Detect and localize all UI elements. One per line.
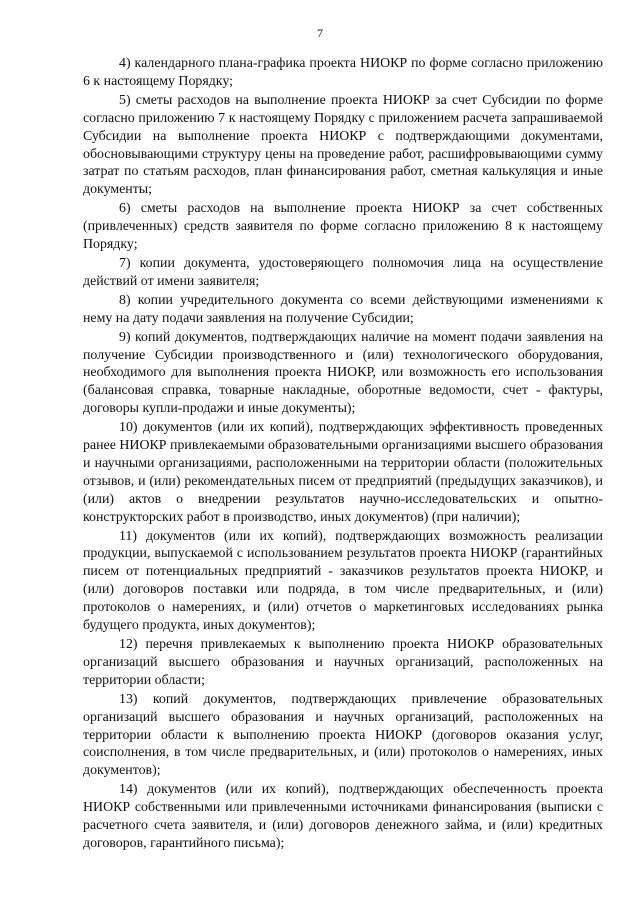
document-body bbox=[83, 55, 603, 853]
list-item-5: 5) сметы расходов на выполнение проекта НИОКР за счет Субсидии по форме согласно приложению 7 к настоящему Порядку с приложением расчета запрашиваемой Субсидии на выполнение проекта НИОКР с подтверждающими документами, обосновывающими структуру цены на проведение работ, расшифровывающими сумму затрат по статьям расходов, план финансирования работ, сметная калькуляция и иные документы; bbox=[83, 92, 603, 198]
list-item-11: 11) документов (или их копий), подтверждающих возможность реализации продукции, выпускаемой с использованием результатов проекта НИОКР (гарантийных писем от потенциальных предприятий - заказчиков результатов проекта НИОКР, и (или) договоров поставки или подряда, в том числе предварительных, и (или) протоколов о намерениях, и (или) отчетов о маркетинговых исследованиях рынка будущего продукта, иных документов); bbox=[83, 528, 603, 634]
list-item-14: 14) документов (или их копий), подтверждающих обеспеченность проекта НИОКР собственными или привлеченными источниками финансирования (выписки с расчетного счета заявителя, и (или) договоров денежного займа, и (или) кредитных договоров, гарантийного письма); bbox=[83, 782, 603, 851]
list-item-6: 6) сметы расходов на выполнение проекта НИОКР за счет собственных (привлеченных) средств заявителя по форме согласно приложению 8 к настоящему Порядку; bbox=[83, 201, 603, 253]
list-item-13: 13) копий документов, подтверждающих привлечение образовательных организаций высшего образования и научных организаций, расположенных на территории области к выполнению проекта НИОКР (договоров оказания услуг, соисполнения, в том числе предварительных, и (или) протоколов о намерениях, иных документов); bbox=[83, 691, 603, 779]
list-item-10: 10) документов (или их копий), подтверждающих эффективность проведенных ранее НИОКР привлекаемыми образовательными организациями высшего образования и научными организациями, расположенными на территории области (положительных отзывов, и (или) рекомендательных писем от предприятий (предыдущих заказчиков), и (или) актов о внедрении результатов научно-исследовательских и опытно-конструкторских работ в производство, иных документов) (при наличии); bbox=[83, 420, 603, 525]
list-item-4: 4) календарного плана-графика проекта НИОКР по форме согласно приложению 6 к настоящему Порядку; bbox=[83, 56, 603, 89]
list-item-7: 7) копии документа, удостоверяющего полномочия лица на осуществление действий от имени заявителя; bbox=[83, 255, 603, 289]
page-number: 7 bbox=[317, 26, 323, 40]
list-item-12: 12) перечня привлекаемых к выполнению проекта НИОКР образовательных организаций высшего образования и научных организаций, расположенных на территории области; bbox=[83, 637, 603, 688]
list-item-9: 9) копий документов, подтверждающих наличие на момент подачи заявления на получение Субсидии производственного и (или) технологического оборудования, необходимого для выполнения проекта НИОКР, или возможность его использования (балансовая справка, товарные накладные, оборотные ведомости, счет - фактуры, договоры купли-продажи и иные документы); bbox=[83, 329, 603, 417]
list-item-8: 8) копии учредительного документа со всеми действующими изменениями к нему на дату подачи заявления на получение Субсидии; bbox=[83, 292, 603, 326]
